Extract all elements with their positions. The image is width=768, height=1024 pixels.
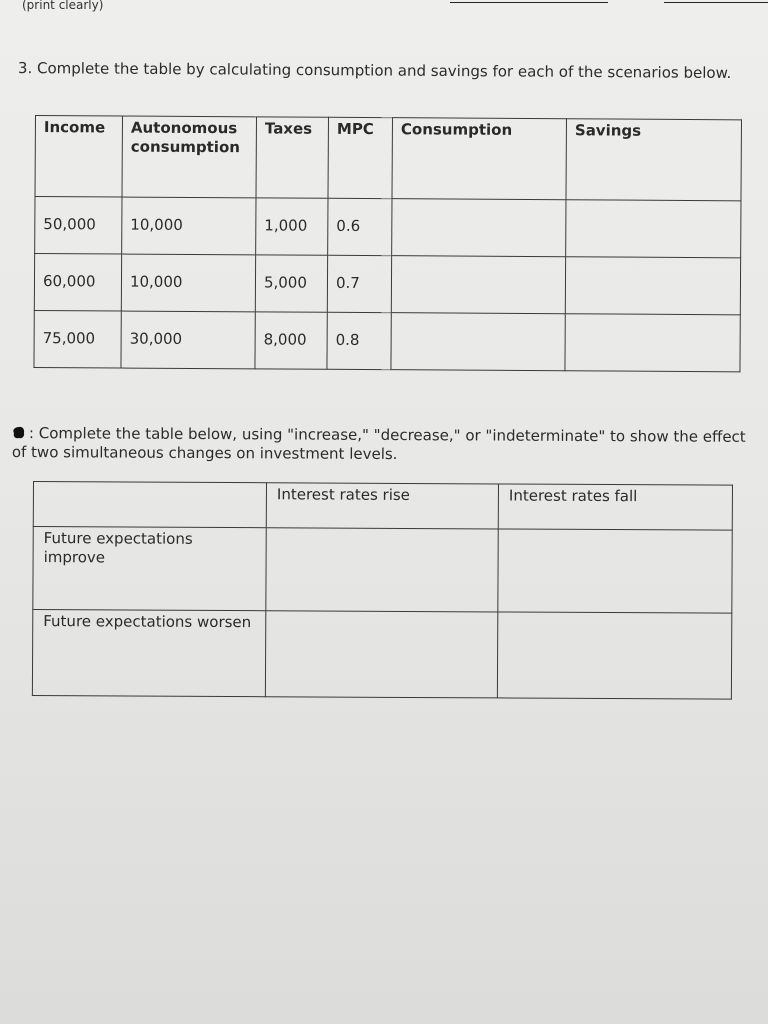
- row-label-expectations-improve: Future expectations improve: [33, 527, 266, 611]
- consumption-answer-cell[interactable]: [391, 256, 565, 314]
- row-label-expectations-worsen: Future expectations worsen: [32, 610, 265, 697]
- col-header-autonomous-consumption: Autonomous consumption: [122, 116, 256, 198]
- savings-answer-cell[interactable]: [565, 257, 740, 315]
- name-underline: [450, 2, 608, 3]
- consumption-savings-table: [33, 115, 742, 372]
- income-cell: 60,000: [34, 254, 121, 312]
- date-underline: [664, 2, 768, 3]
- question-4-block: [12, 424, 757, 466]
- table-row: [34, 254, 740, 315]
- col-header-interest-rates-fall: Interest rates fall: [498, 484, 732, 530]
- col-header-savings: Savings: [566, 119, 741, 201]
- investment-effects-table: [32, 481, 733, 700]
- autonomous-consumption-cell: 30,000: [121, 311, 255, 369]
- table-row: [33, 527, 732, 614]
- table-header-row: [33, 482, 732, 531]
- col-header-interest-rates-rise: Interest rates rise: [266, 483, 498, 529]
- question-4-text: : Complete the table below, using "increase," "decrease," or "indeterminate" to show the effect of two simultaneous changes on investment levels.: [11, 424, 746, 464]
- taxes-cell: 1,000: [256, 198, 328, 255]
- table-row: [32, 610, 731, 700]
- table-header-row: [35, 116, 741, 201]
- col-header-consumption: Consumption: [392, 118, 566, 200]
- income-cell: 50,000: [35, 197, 122, 255]
- table-row: [34, 310, 740, 371]
- autonomous-consumption-cell: 10,000: [122, 197, 256, 255]
- mpc-cell: 0.8: [327, 312, 391, 369]
- blank-corner-cell: [33, 482, 266, 528]
- answer-cell[interactable]: [266, 528, 498, 612]
- answer-cell[interactable]: [265, 611, 497, 698]
- savings-answer-cell[interactable]: [565, 314, 740, 372]
- question-3-text: 3. Complete the table by calculating consumption and savings for each of the scenarios below.: [17, 59, 732, 82]
- income-cell: 75,000: [34, 310, 121, 368]
- autonomous-consumption-cell: 10,000: [121, 254, 255, 312]
- mpc-cell: 0.7: [327, 255, 391, 312]
- consumption-answer-cell[interactable]: [392, 199, 566, 257]
- consumption-answer-cell[interactable]: [391, 313, 565, 371]
- savings-answer-cell[interactable]: [566, 200, 741, 258]
- col-header-taxes: Taxes: [256, 117, 328, 198]
- col-header-income: Income: [35, 116, 122, 198]
- table-row: [35, 197, 741, 258]
- taxes-cell: 8,000: [255, 312, 327, 369]
- answer-cell[interactable]: [497, 612, 731, 699]
- taxes-cell: 5,000: [255, 255, 327, 312]
- col-header-mpc: MPC: [328, 117, 392, 198]
- mpc-cell: 0.6: [328, 198, 392, 255]
- print-clearly-note: (print clearly): [22, 0, 104, 12]
- ink-blot-icon: [12, 426, 26, 440]
- answer-cell[interactable]: [498, 529, 732, 613]
